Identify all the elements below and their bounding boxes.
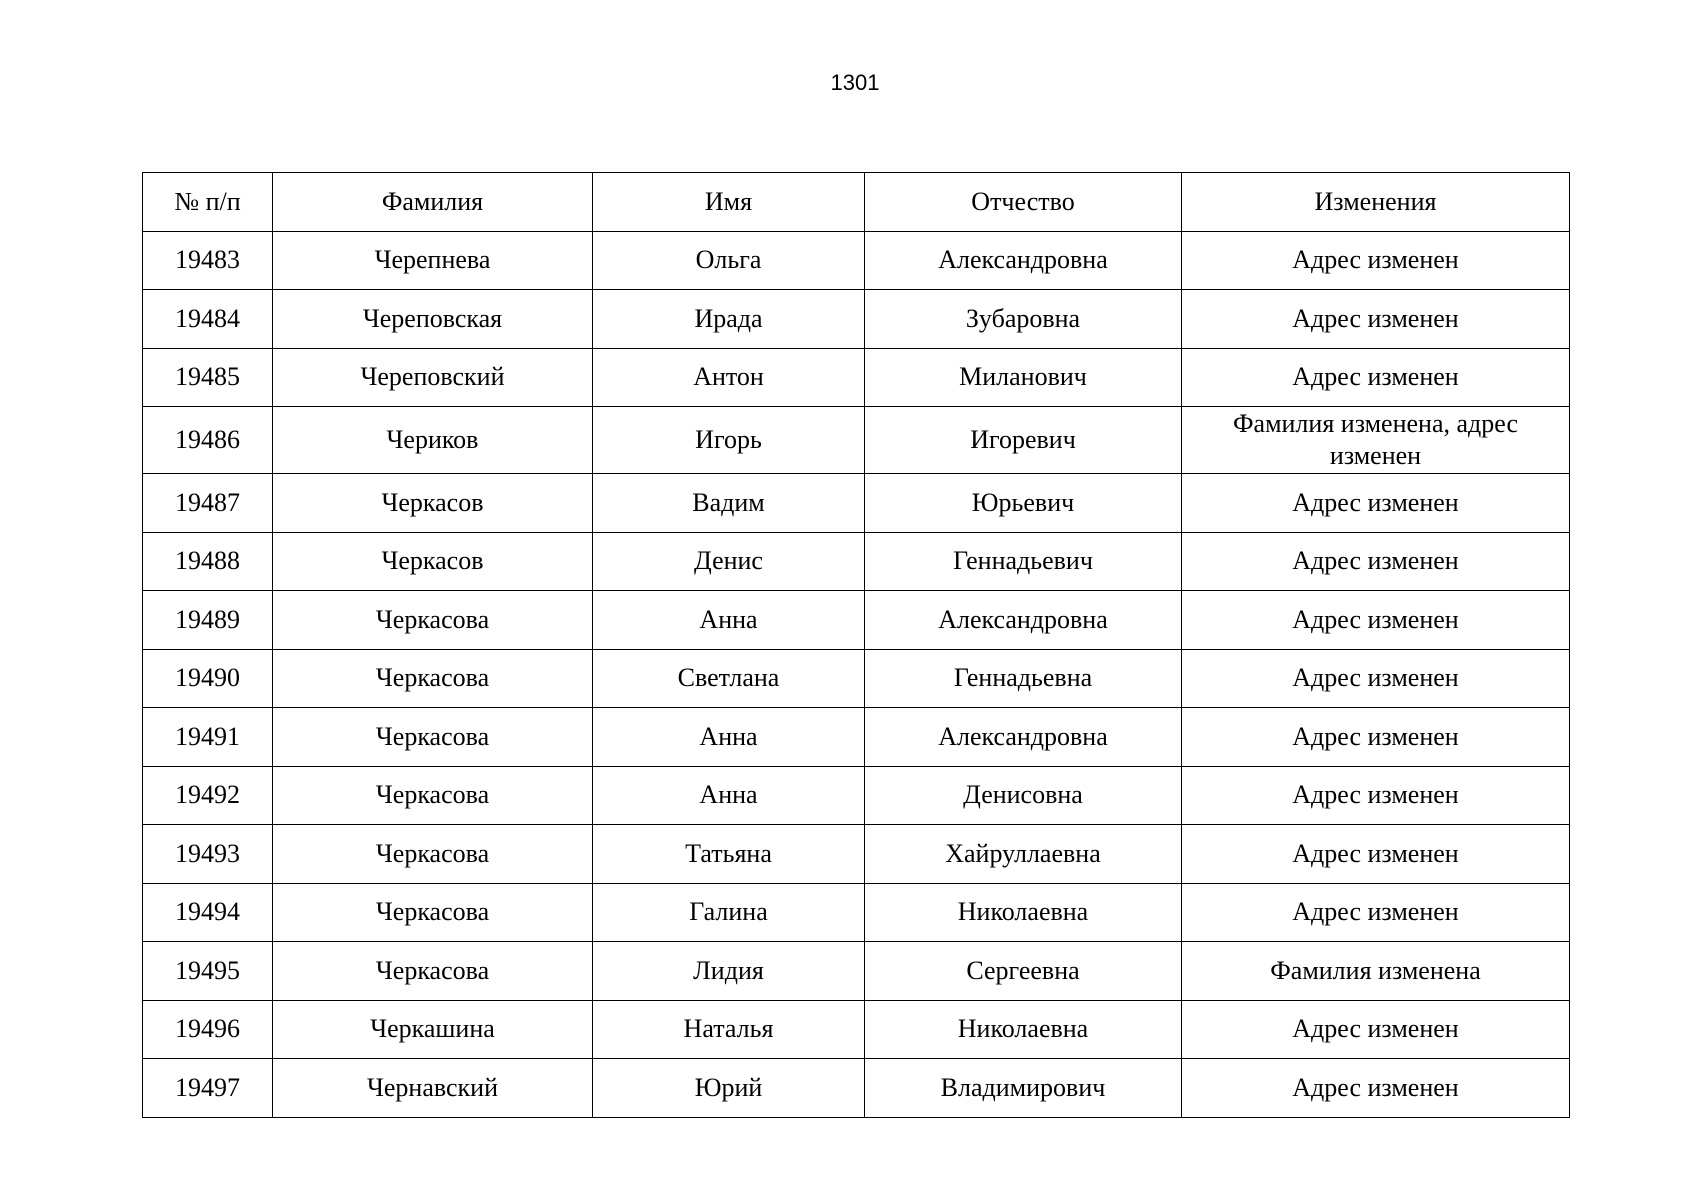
table-row	[143, 532, 1570, 591]
cell-num: 19486	[143, 407, 273, 474]
cell-patronymic: Александровна	[865, 231, 1182, 290]
cell-changes: Адрес изменен	[1182, 348, 1570, 407]
cell-changes: Адрес изменен	[1182, 474, 1570, 533]
cell-num: 19487	[143, 474, 273, 533]
cell-num: 19496	[143, 1000, 273, 1059]
cell-patronymic: Александровна	[865, 708, 1182, 767]
cell-patronymic: Зубаровна	[865, 290, 1182, 349]
cell-last-name: Череповский	[273, 348, 593, 407]
cell-last-name: Черкасова	[273, 766, 593, 825]
cell-first-name: Денис	[593, 532, 865, 591]
cell-last-name: Черкасова	[273, 883, 593, 942]
cell-num: 19493	[143, 825, 273, 884]
cell-last-name: Чернавский	[273, 1059, 593, 1118]
cell-num: 19489	[143, 591, 273, 650]
cell-first-name: Анна	[593, 708, 865, 767]
table-row	[143, 883, 1570, 942]
header-first-name: Имя	[593, 173, 865, 232]
cell-num: 19483	[143, 231, 273, 290]
cell-first-name: Галина	[593, 883, 865, 942]
table-row	[143, 1000, 1570, 1059]
cell-changes: Адрес изменен	[1182, 825, 1570, 884]
cell-changes: Адрес изменен	[1182, 649, 1570, 708]
cell-changes: Фамилия изменена, адрес изменен	[1182, 407, 1570, 474]
cell-num: 19485	[143, 348, 273, 407]
cell-first-name: Игорь	[593, 407, 865, 474]
cell-first-name: Анна	[593, 766, 865, 825]
cell-changes: Адрес изменен	[1182, 1000, 1570, 1059]
page-number: 1301	[830, 70, 880, 95]
cell-patronymic: Денисовна	[865, 766, 1182, 825]
table-row	[143, 474, 1570, 533]
cell-patronymic: Игоревич	[865, 407, 1182, 474]
cell-num: 19492	[143, 766, 273, 825]
cell-patronymic: Хайруллаевна	[865, 825, 1182, 884]
registry-table	[142, 172, 1570, 1118]
cell-num: 19494	[143, 883, 273, 942]
cell-num: 19491	[143, 708, 273, 767]
cell-last-name: Черкасов	[273, 532, 593, 591]
cell-first-name: Лидия	[593, 942, 865, 1001]
cell-first-name: Антон	[593, 348, 865, 407]
table-row	[143, 1059, 1570, 1118]
cell-changes: Фамилия изменена	[1182, 942, 1570, 1001]
header-last-name: Фамилия	[273, 173, 593, 232]
table-row	[143, 766, 1570, 825]
table-row	[143, 231, 1570, 290]
cell-num: 19484	[143, 290, 273, 349]
cell-first-name: Ольга	[593, 231, 865, 290]
cell-changes: Адрес изменен	[1182, 1059, 1570, 1118]
cell-changes: Адрес изменен	[1182, 591, 1570, 650]
cell-last-name: Черкасова	[273, 942, 593, 1001]
cell-changes: Адрес изменен	[1182, 290, 1570, 349]
cell-patronymic: Владимирович	[865, 1059, 1182, 1118]
cell-first-name: Наталья	[593, 1000, 865, 1059]
cell-patronymic: Миланович	[865, 348, 1182, 407]
cell-last-name: Черкасова	[273, 649, 593, 708]
cell-last-name: Черепнева	[273, 231, 593, 290]
cell-num: 19495	[143, 942, 273, 1001]
table-row	[143, 348, 1570, 407]
cell-last-name: Черкасова	[273, 708, 593, 767]
cell-first-name: Вадим	[593, 474, 865, 533]
cell-last-name: Черкашина	[273, 1000, 593, 1059]
cell-last-name: Череповская	[273, 290, 593, 349]
table-row	[143, 290, 1570, 349]
cell-first-name: Юрий	[593, 1059, 865, 1118]
table-row	[143, 649, 1570, 708]
cell-patronymic: Николаевна	[865, 883, 1182, 942]
cell-changes: Адрес изменен	[1182, 231, 1570, 290]
cell-patronymic: Юрьевич	[865, 474, 1182, 533]
cell-first-name: Анна	[593, 591, 865, 650]
table-header-row	[143, 173, 1570, 232]
cell-changes: Адрес изменен	[1182, 766, 1570, 825]
cell-last-name: Черкасова	[273, 825, 593, 884]
table-row	[143, 825, 1570, 884]
cell-last-name: Чериков	[273, 407, 593, 474]
table-row	[143, 708, 1570, 767]
cell-changes: Адрес изменен	[1182, 708, 1570, 767]
cell-first-name: Светлана	[593, 649, 865, 708]
cell-num: 19488	[143, 532, 273, 591]
header-changes: Изменения	[1182, 173, 1570, 232]
table-row	[143, 942, 1570, 1001]
cell-num: 19490	[143, 649, 273, 708]
cell-patronymic: Николаевна	[865, 1000, 1182, 1059]
cell-changes: Адрес изменен	[1182, 883, 1570, 942]
cell-patronymic: Александровна	[865, 591, 1182, 650]
table-row	[143, 407, 1570, 474]
cell-changes: Адрес изменен	[1182, 532, 1570, 591]
cell-patronymic: Сергеевна	[865, 942, 1182, 1001]
table-row	[143, 591, 1570, 650]
header-num: № п/п	[143, 173, 273, 232]
cell-patronymic: Геннадьевна	[865, 649, 1182, 708]
header-patronymic: Отчество	[865, 173, 1182, 232]
cell-first-name: Ирада	[593, 290, 865, 349]
cell-first-name: Татьяна	[593, 825, 865, 884]
cell-last-name: Черкасова	[273, 591, 593, 650]
cell-last-name: Черкасов	[273, 474, 593, 533]
cell-num: 19497	[143, 1059, 273, 1118]
cell-patronymic: Геннадьевич	[865, 532, 1182, 591]
